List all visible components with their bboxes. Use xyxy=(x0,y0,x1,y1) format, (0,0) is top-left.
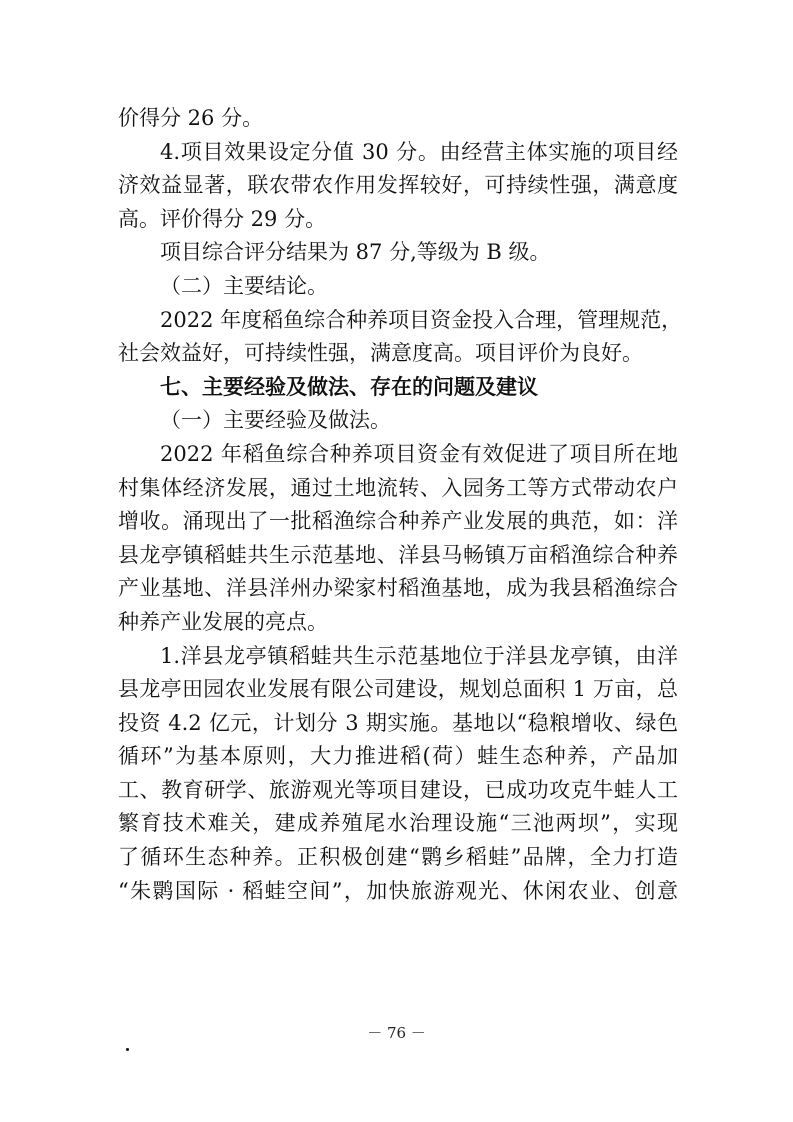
paragraph-line: 繁育技术难关，建成养殖尾水治理设施“三池两坝”，实现 xyxy=(118,811,678,836)
paragraph-line: 工、教育研学、旅游观光等项目建设，已成功攻克牛蛙人工 xyxy=(118,777,678,802)
paragraph-line: 县龙亭镇稻蛙共生示范基地、洋县马畅镇万亩稻渔综合种养 xyxy=(118,542,678,567)
paragraph-line: 种养产业发展的亮点。 xyxy=(118,609,328,634)
page-number: － 76 － xyxy=(367,1024,426,1042)
paragraph-line: 2022 年度稻鱼综合种养项目资金投入合理，管理规范， xyxy=(160,307,683,332)
paragraph-line: 社会效益好，可持续性强，满意度高。项目评价为良好。 xyxy=(118,341,643,366)
paragraph-line: 4.项目效果设定分值 30 分。由经营主体实施的项目经 xyxy=(160,139,678,164)
paragraph-line: 高。评价得分 29 分。 xyxy=(118,206,327,231)
section-heading: （二）主要结论。 xyxy=(160,273,328,298)
paragraph-line: 村集体经济发展，通过土地流转、入园务工等方式带动农户 xyxy=(118,475,678,500)
paragraph-line: 增收。涌现出了一批稻渔综合种养产业发展的典范，如：洋 xyxy=(118,509,678,534)
chapter-heading: 七、主要经验及做法、存在的问题及建议 xyxy=(160,374,538,399)
document-body xyxy=(118,102,683,908)
paragraph-line: 循环”为基本原则，大力推进稻(荷）蛙生态种养，产品加 xyxy=(118,744,678,769)
paragraph-line: 1.洋县龙亭镇稻蛙共生示范基地位于洋县龙亭镇，由洋 xyxy=(160,643,678,668)
paragraph-line: 济效益显著，联农带农作用发挥较好，可持续性强，满意度 xyxy=(118,173,678,198)
paragraph-line: 项目综合评分结果为 87 分,等级为 B 级。 xyxy=(160,240,551,265)
paragraph-line: 价得分 26 分。 xyxy=(118,106,264,130)
paragraph-line: 投资 4.2 亿元，计划分 3 期实施。基地以“稳粮增收、绿色 xyxy=(118,710,678,735)
paragraph-line: 2022 年稻鱼综合种养项目资金有效促进了项目所在地 xyxy=(160,441,678,466)
paragraph-line: 了循环生态种养。正积极创建“鹮乡稻蛙”品牌，全力打造 xyxy=(118,845,678,870)
paragraph-line: “朱鹮国际 · 稻蛙空间”，加快旅游观光、休闲农业、创意 xyxy=(118,878,678,903)
paragraph-line: 县龙亭田园农业发展有限公司建设，规划总面积 1 万亩，总 xyxy=(118,677,678,702)
paragraph-line: 产业基地、洋县洋州办梁家村稻渔基地，成为我县稻渔综合 xyxy=(118,576,678,601)
page-mark xyxy=(126,1048,129,1051)
section-heading: （一）主要经验及做法。 xyxy=(160,408,391,433)
